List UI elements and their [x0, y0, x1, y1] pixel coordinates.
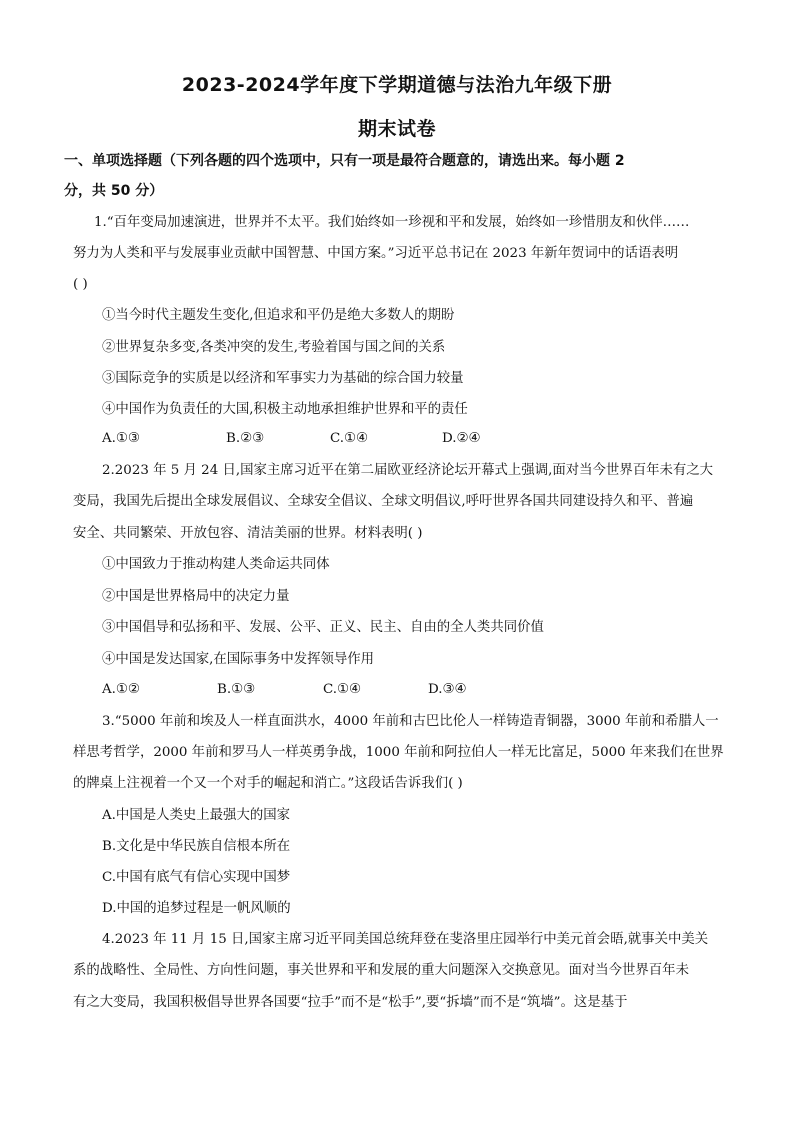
q3-stem-line-1: 3.“5000 年前和埃及人一样直面洪水，4000 年前和古巴比伦人一样铸造青铜器，3000 年前和希腊人一: [102, 714, 719, 729]
q2-statement-4: ④中国是发达国家,在国际事务中发挥领导作用: [102, 652, 375, 667]
q4-stem-line-2: 系的战略性、全局性、方向性问题，事关世界和平和发展的重大问题深入交换意见。面对当今世界百年未: [73, 963, 689, 978]
q3-stem-line-3: 的牌桌上注视着一个又一个对手的崛起和消亡。”这段话告诉我们( ): [73, 776, 463, 791]
q4-stem-line-3: 有之大变局，我国积极倡导世界各国要“拉手”而不是“松手”,要“拆墙”而不是“筑墙”。这是基于: [73, 995, 628, 1010]
q2-statement-2: ②中国是世界格局中的决定力量: [102, 589, 290, 604]
q3-option-b: B.文化是中华民族自信根本所在: [102, 839, 291, 854]
page-subtitle: 期末试卷: [357, 118, 436, 140]
q2-option-a: A.①②: [102, 682, 140, 697]
q1-stem-line-2: 努力为人类和平与发展事业贡献中国智慧、中国方案。”习近平总书记在 2023 年新年贺词中的话语表明: [73, 246, 679, 261]
q2-option-b: B.①③: [217, 682, 256, 697]
q4-stem-line-1: 4.2023 年 11 月 15 日,国家主席习近平同美国总统拜登在斐洛里庄园举行中美元首会晤,就事关中美关: [102, 932, 709, 947]
q3-option-c: C.中国有底气有信心实现中国梦: [102, 870, 291, 885]
q1-option-d: D.②④: [442, 431, 481, 446]
q1-stem-line-1: 1.“百年变局加速演进，世界并不太平。我们始终如一珍视和平和发展，始终如一珍惜朋友和伙伴……: [94, 215, 690, 230]
section-heading-line-2: 分，共 50 分）: [64, 183, 164, 199]
q2-stem-line-3: 安全、共同繁荣、开放包容、清洁美丽的世界。材料表明( ): [73, 526, 423, 541]
q2-statement-3: ③中国倡导和弘扬和平、发展、公平、正义、民主、自由的全人类共同价值: [102, 620, 544, 635]
q1-statement-3: ③国际竞争的实质是以经济和军事实力为基础的综合国力较量: [102, 371, 464, 386]
q1-option-a: A.①③: [102, 431, 140, 446]
q3-option-d: D.中国的追梦过程是一帆风顺的: [102, 901, 291, 916]
q1-option-c: C.①④: [330, 431, 369, 446]
q1-statement-1: ①当今时代主题发生变化,但追求和平仍是绝大多数人的期盼: [102, 308, 455, 323]
q2-stem-line-1: 2.2023 年 5 月 24 日,国家主席习近平在第二届欧亚经济论坛开幕式上强调,面对当今世界百年未有之大: [102, 463, 714, 478]
q2-option-c: C.①④: [323, 682, 362, 697]
q3-stem-line-2: 样思考哲学，2000 年前和罗马人一样英勇争战，1000 年前和阿拉伯人一样无比富足，5000 年来我们在世界: [73, 745, 724, 760]
q1-option-b: B.②③: [226, 431, 265, 446]
section-heading-line-1: 一、单项选择题（下列各题的四个选项中，只有一项是最符合题意的，请选出来。每小题 2: [64, 153, 625, 169]
q1-stem-line-3: ( ): [73, 277, 88, 292]
q3-option-a: A.中国是人类史上最强大的国家: [102, 808, 291, 823]
q1-statement-2: ②世界复杂多变,各类冲突的发生,考验着国与国之间的关系: [102, 340, 446, 355]
q2-option-d: D.③④: [428, 682, 467, 697]
q1-statement-4: ④中国作为负责任的大国,积极主动地承担维护世界和平的责任: [102, 402, 468, 417]
q2-stem-line-2: 变局，我国先后提出全球发展倡议、全球安全倡议、全球文明倡议,呼吁世界各国共同建设持久和平、普遍: [73, 494, 694, 509]
page-title: 2023-2024学年度下学期道德与法治九年级下册: [181, 74, 613, 96]
q2-statement-1: ①中国致力于推动构建人类命运共同体: [102, 557, 330, 572]
